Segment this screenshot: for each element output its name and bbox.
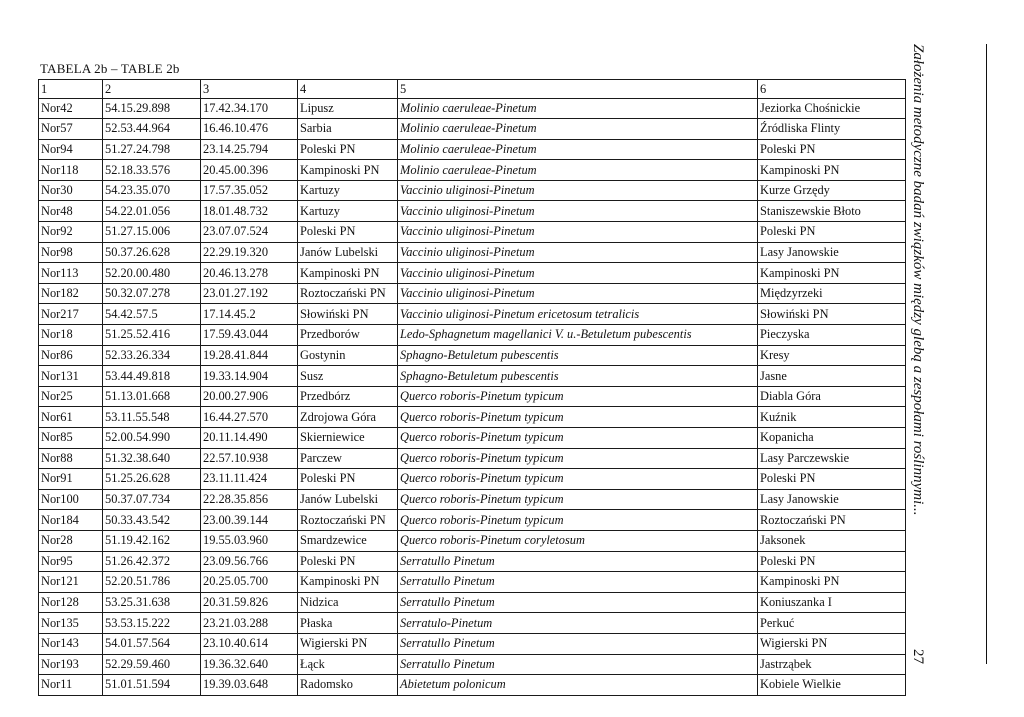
page-number: 27 bbox=[910, 649, 926, 664]
site-name-cell: Jeziorka Chośnickie bbox=[758, 98, 906, 119]
table-row bbox=[39, 386, 906, 407]
site-name-cell: Lasy Janowskie bbox=[758, 242, 906, 263]
locality-cell: Gostynin bbox=[298, 345, 398, 366]
table-row bbox=[39, 283, 906, 304]
plot-id-cell: Nor85 bbox=[39, 428, 103, 449]
locality-cell: Wigierski PN bbox=[298, 633, 398, 654]
site-name-cell: Kampinoski PN bbox=[758, 572, 906, 593]
table-row bbox=[39, 139, 906, 160]
plot-id-cell: Nor11 bbox=[39, 675, 103, 696]
association-cell: Vaccinio uliginosi-Pinetum bbox=[398, 242, 758, 263]
site-name-cell: Staniszewskie Błoto bbox=[758, 201, 906, 222]
header-row bbox=[39, 80, 906, 99]
table-body bbox=[39, 80, 906, 696]
longitude-cell: 19.55.03.960 bbox=[201, 530, 298, 551]
site-name-cell: Poleski PN bbox=[758, 551, 906, 572]
table-row bbox=[39, 222, 906, 243]
locality-cell: Kampinoski PN bbox=[298, 263, 398, 284]
association-cell: Ledo-Sphagnetum magellanici V. u.-Betuletum pubescentis bbox=[398, 325, 758, 346]
longitude-cell: 19.33.14.904 bbox=[201, 366, 298, 387]
table-row bbox=[39, 98, 906, 119]
table-row bbox=[39, 469, 906, 490]
latitude-cell: 53.11.55.548 bbox=[103, 407, 201, 428]
running-head-rule bbox=[986, 44, 987, 664]
longitude-cell: 23.09.56.766 bbox=[201, 551, 298, 572]
association-cell: Molinio caeruleae-Pinetum bbox=[398, 119, 758, 140]
plot-id-cell: Nor18 bbox=[39, 325, 103, 346]
longitude-cell: 20.46.13.278 bbox=[201, 263, 298, 284]
locality-cell: Kartuzy bbox=[298, 180, 398, 201]
longitude-cell: 20.25.05.700 bbox=[201, 572, 298, 593]
table-row bbox=[39, 242, 906, 263]
plot-id-cell: Nor42 bbox=[39, 98, 103, 119]
association-cell: Vaccinio uliginosi-Pinetum bbox=[398, 263, 758, 284]
latitude-cell: 52.53.44.964 bbox=[103, 119, 201, 140]
association-cell: Molinio caeruleae-Pinetum bbox=[398, 98, 758, 119]
locality-cell: Radomsko bbox=[298, 675, 398, 696]
plot-id-cell: Nor184 bbox=[39, 510, 103, 531]
association-cell: Querco roboris-Pinetum typicum bbox=[398, 428, 758, 449]
site-name-cell: Kuźnik bbox=[758, 407, 906, 428]
site-name-cell: Poleski PN bbox=[758, 222, 906, 243]
site-name-cell: Kresy bbox=[758, 345, 906, 366]
longitude-cell: 23.00.39.144 bbox=[201, 510, 298, 531]
table-row bbox=[39, 448, 906, 469]
column-header: 1 bbox=[39, 80, 103, 99]
locality-cell: Roztoczański PN bbox=[298, 510, 398, 531]
association-cell: Querco roboris-Pinetum typicum bbox=[398, 386, 758, 407]
plot-id-cell: Nor61 bbox=[39, 407, 103, 428]
table-row bbox=[39, 345, 906, 366]
locality-cell: Poleski PN bbox=[298, 139, 398, 160]
locality-cell: Kampinoski PN bbox=[298, 160, 398, 181]
plot-id-cell: Nor48 bbox=[39, 201, 103, 222]
association-cell: Abietetum polonicum bbox=[398, 675, 758, 696]
plot-id-cell: Nor143 bbox=[39, 633, 103, 654]
locality-cell: Parczew bbox=[298, 448, 398, 469]
latitude-cell: 54.23.35.070 bbox=[103, 180, 201, 201]
table-row bbox=[39, 263, 906, 284]
plot-id-cell: Nor113 bbox=[39, 263, 103, 284]
longitude-cell: 20.11.14.490 bbox=[201, 428, 298, 449]
site-name-cell: Kampinoski PN bbox=[758, 263, 906, 284]
longitude-cell: 23.11.11.424 bbox=[201, 469, 298, 490]
plot-id-cell: Nor92 bbox=[39, 222, 103, 243]
latitude-cell: 54.01.57.564 bbox=[103, 633, 201, 654]
locality-cell: Janów Lubelski bbox=[298, 242, 398, 263]
association-cell: Querco roboris-Pinetum typicum bbox=[398, 489, 758, 510]
plot-id-cell: Nor217 bbox=[39, 304, 103, 325]
latitude-cell: 51.13.01.668 bbox=[103, 386, 201, 407]
table-row bbox=[39, 510, 906, 531]
latitude-cell: 52.20.51.786 bbox=[103, 572, 201, 593]
table-caption: TABELA 2b – TABLE 2b bbox=[40, 61, 180, 76]
latitude-cell: 54.42.57.5 bbox=[103, 304, 201, 325]
locality-cell: Janów Lubelski bbox=[298, 489, 398, 510]
locality-cell: Zdrojowa Góra bbox=[298, 407, 398, 428]
table-row bbox=[39, 613, 906, 634]
locality-cell: Roztoczański PN bbox=[298, 283, 398, 304]
site-name-cell: Pieczyska bbox=[758, 325, 906, 346]
longitude-cell: 17.59.43.044 bbox=[201, 325, 298, 346]
plot-id-cell: Nor100 bbox=[39, 489, 103, 510]
association-cell: Sphagno-Betuletum pubescentis bbox=[398, 345, 758, 366]
latitude-cell: 50.37.07.734 bbox=[103, 489, 201, 510]
site-name-cell: Kopanicha bbox=[758, 428, 906, 449]
locality-cell: Słowiński PN bbox=[298, 304, 398, 325]
table-row bbox=[39, 530, 906, 551]
table-row bbox=[39, 201, 906, 222]
longitude-cell: 23.01.27.192 bbox=[201, 283, 298, 304]
locality-cell: Skierniewice bbox=[298, 428, 398, 449]
association-cell: Vaccinio uliginosi-Pinetum ericetosum tetralicis bbox=[398, 304, 758, 325]
longitude-cell: 20.00.27.906 bbox=[201, 386, 298, 407]
plot-id-cell: Nor88 bbox=[39, 448, 103, 469]
site-name-cell: Jastrząbek bbox=[758, 654, 906, 675]
association-cell: Serratullo Pinetum bbox=[398, 592, 758, 613]
latitude-cell: 54.22.01.056 bbox=[103, 201, 201, 222]
site-name-cell: Wigierski PN bbox=[758, 633, 906, 654]
table-row bbox=[39, 633, 906, 654]
longitude-cell: 19.39.03.648 bbox=[201, 675, 298, 696]
longitude-cell: 18.01.48.732 bbox=[201, 201, 298, 222]
latitude-cell: 53.53.15.222 bbox=[103, 613, 201, 634]
association-cell: Querco roboris-Pinetum typicum bbox=[398, 448, 758, 469]
site-name-cell: Kurze Grzędy bbox=[758, 180, 906, 201]
association-cell: Vaccinio uliginosi-Pinetum bbox=[398, 222, 758, 243]
column-header: 3 bbox=[201, 80, 298, 99]
longitude-cell: 19.28.41.844 bbox=[201, 345, 298, 366]
table-row bbox=[39, 119, 906, 140]
locality-cell: Poleski PN bbox=[298, 469, 398, 490]
longitude-cell: 22.57.10.938 bbox=[201, 448, 298, 469]
latitude-cell: 52.18.33.576 bbox=[103, 160, 201, 181]
site-name-cell: Jasne bbox=[758, 366, 906, 387]
table-row bbox=[39, 304, 906, 325]
association-cell: Serratullo Pinetum bbox=[398, 572, 758, 593]
longitude-cell: 19.36.32.640 bbox=[201, 654, 298, 675]
latitude-cell: 50.37.26.628 bbox=[103, 242, 201, 263]
longitude-cell: 17.57.35.052 bbox=[201, 180, 298, 201]
longitude-cell: 22.29.19.320 bbox=[201, 242, 298, 263]
locality-cell: Przedborów bbox=[298, 325, 398, 346]
latitude-cell: 51.27.15.006 bbox=[103, 222, 201, 243]
latitude-cell: 52.20.00.480 bbox=[103, 263, 201, 284]
association-cell: Querco roboris-Pinetum typicum bbox=[398, 407, 758, 428]
locality-cell: Łąck bbox=[298, 654, 398, 675]
plot-id-cell: Nor30 bbox=[39, 180, 103, 201]
table-row bbox=[39, 572, 906, 593]
latitude-cell: 51.01.51.594 bbox=[103, 675, 201, 696]
table-row bbox=[39, 592, 906, 613]
site-name-cell: Jaksonek bbox=[758, 530, 906, 551]
association-cell: Sphagno-Betuletum pubescentis bbox=[398, 366, 758, 387]
latitude-cell: 54.15.29.898 bbox=[103, 98, 201, 119]
longitude-cell: 20.45.00.396 bbox=[201, 160, 298, 181]
table-row bbox=[39, 428, 906, 449]
locality-cell: Kampinoski PN bbox=[298, 572, 398, 593]
table-row bbox=[39, 366, 906, 387]
locality-cell: Przedbórz bbox=[298, 386, 398, 407]
site-name-cell: Poleski PN bbox=[758, 469, 906, 490]
longitude-cell: 16.44.27.570 bbox=[201, 407, 298, 428]
plot-id-cell: Nor131 bbox=[39, 366, 103, 387]
association-cell: Vaccinio uliginosi-Pinetum bbox=[398, 180, 758, 201]
locality-cell: Smardzewice bbox=[298, 530, 398, 551]
association-cell: Molinio caeruleae-Pinetum bbox=[398, 139, 758, 160]
site-name-cell: Perkuć bbox=[758, 613, 906, 634]
plot-id-cell: Nor25 bbox=[39, 386, 103, 407]
association-cell: Querco roboris-Pinetum typicum bbox=[398, 510, 758, 531]
latitude-cell: 51.25.52.416 bbox=[103, 325, 201, 346]
table-row bbox=[39, 489, 906, 510]
site-name-cell: Kobiele Wielkie bbox=[758, 675, 906, 696]
plot-id-cell: Nor57 bbox=[39, 119, 103, 140]
latitude-cell: 52.33.26.334 bbox=[103, 345, 201, 366]
latitude-cell: 53.25.31.638 bbox=[103, 592, 201, 613]
data-table bbox=[38, 79, 906, 696]
locality-cell: Sarbia bbox=[298, 119, 398, 140]
site-name-cell: Poleski PN bbox=[758, 139, 906, 160]
association-cell: Vaccinio uliginosi-Pinetum bbox=[398, 201, 758, 222]
latitude-cell: 53.44.49.818 bbox=[103, 366, 201, 387]
longitude-cell: 17.42.34.170 bbox=[201, 98, 298, 119]
plot-id-cell: Nor128 bbox=[39, 592, 103, 613]
locality-cell: Lipusz bbox=[298, 98, 398, 119]
site-name-cell: Słowiński PN bbox=[758, 304, 906, 325]
latitude-cell: 51.32.38.640 bbox=[103, 448, 201, 469]
plot-id-cell: Nor86 bbox=[39, 345, 103, 366]
site-name-cell: Kampinoski PN bbox=[758, 160, 906, 181]
association-cell: Serratullo Pinetum bbox=[398, 654, 758, 675]
table-row bbox=[39, 675, 906, 696]
table-row bbox=[39, 654, 906, 675]
association-cell: Serratullo Pinetum bbox=[398, 551, 758, 572]
latitude-cell: 50.32.07.278 bbox=[103, 283, 201, 304]
association-cell: Serratulo-Pinetum bbox=[398, 613, 758, 634]
plot-id-cell: Nor182 bbox=[39, 283, 103, 304]
table-row bbox=[39, 325, 906, 346]
running-title: Założenia metodyczne badań związków między glebą a zespołami roślinnymi... bbox=[910, 44, 926, 516]
longitude-cell: 16.46.10.476 bbox=[201, 119, 298, 140]
longitude-cell: 20.31.59.826 bbox=[201, 592, 298, 613]
plot-id-cell: Nor28 bbox=[39, 530, 103, 551]
site-name-cell: Diabla Góra bbox=[758, 386, 906, 407]
longitude-cell: 23.10.40.614 bbox=[201, 633, 298, 654]
latitude-cell: 51.26.42.372 bbox=[103, 551, 201, 572]
locality-cell: Nidzica bbox=[298, 592, 398, 613]
association-cell: Querco roboris-Pinetum coryletosum bbox=[398, 530, 758, 551]
column-header: 5 bbox=[398, 80, 758, 99]
table-row bbox=[39, 180, 906, 201]
site-name-cell: Koniuszanka I bbox=[758, 592, 906, 613]
latitude-cell: 51.19.42.162 bbox=[103, 530, 201, 551]
latitude-cell: 52.00.54.990 bbox=[103, 428, 201, 449]
longitude-cell: 23.21.03.288 bbox=[201, 613, 298, 634]
locality-cell: Poleski PN bbox=[298, 551, 398, 572]
table-row bbox=[39, 407, 906, 428]
association-cell: Molinio caeruleae-Pinetum bbox=[398, 160, 758, 181]
association-cell: Querco roboris-Pinetum typicum bbox=[398, 469, 758, 490]
running-head bbox=[909, 44, 927, 664]
plot-id-cell: Nor193 bbox=[39, 654, 103, 675]
column-header: 6 bbox=[758, 80, 906, 99]
plot-id-cell: Nor121 bbox=[39, 572, 103, 593]
longitude-cell: 23.07.07.524 bbox=[201, 222, 298, 243]
plot-id-cell: Nor94 bbox=[39, 139, 103, 160]
plot-id-cell: Nor91 bbox=[39, 469, 103, 490]
locality-cell: Poleski PN bbox=[298, 222, 398, 243]
site-name-cell: Międzyrzeki bbox=[758, 283, 906, 304]
association-cell: Serratullo Pinetum bbox=[398, 633, 758, 654]
locality-cell: Płaska bbox=[298, 613, 398, 634]
plot-id-cell: Nor118 bbox=[39, 160, 103, 181]
latitude-cell: 51.25.26.628 bbox=[103, 469, 201, 490]
latitude-cell: 50.33.43.542 bbox=[103, 510, 201, 531]
association-cell: Vaccinio uliginosi-Pinetum bbox=[398, 283, 758, 304]
locality-cell: Susz bbox=[298, 366, 398, 387]
plot-id-cell: Nor98 bbox=[39, 242, 103, 263]
site-name-cell: Lasy Janowskie bbox=[758, 489, 906, 510]
site-name-cell: Źródliska Flinty bbox=[758, 119, 906, 140]
latitude-cell: 51.27.24.798 bbox=[103, 139, 201, 160]
longitude-cell: 22.28.35.856 bbox=[201, 489, 298, 510]
longitude-cell: 17.14.45.2 bbox=[201, 304, 298, 325]
longitude-cell: 23.14.25.794 bbox=[201, 139, 298, 160]
table-row bbox=[39, 160, 906, 181]
table-row bbox=[39, 551, 906, 572]
column-header: 4 bbox=[298, 80, 398, 99]
plot-id-cell: Nor95 bbox=[39, 551, 103, 572]
plot-id-cell: Nor135 bbox=[39, 613, 103, 634]
column-header: 2 bbox=[103, 80, 201, 99]
locality-cell: Kartuzy bbox=[298, 201, 398, 222]
site-name-cell: Lasy Parczewskie bbox=[758, 448, 906, 469]
site-name-cell: Roztoczański PN bbox=[758, 510, 906, 531]
latitude-cell: 52.29.59.460 bbox=[103, 654, 201, 675]
